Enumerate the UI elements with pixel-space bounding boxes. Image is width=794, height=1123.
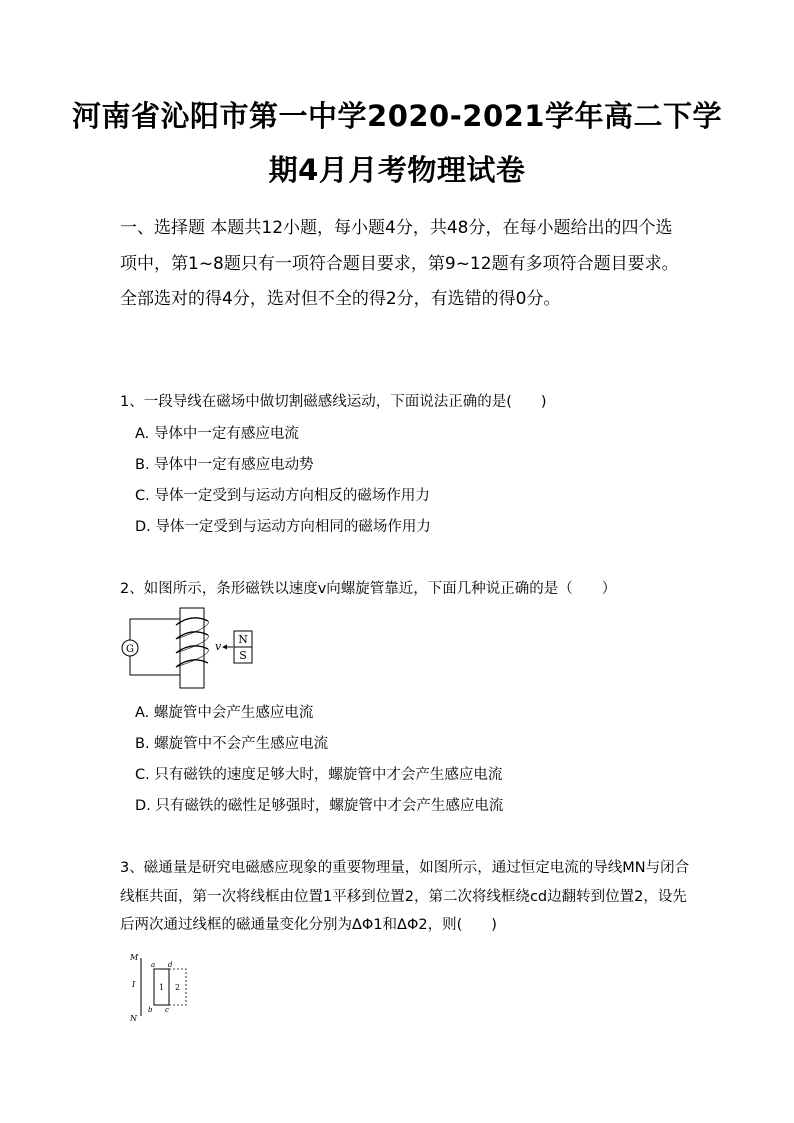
label-b: b xyxy=(148,1006,153,1014)
question-1-option-a: A. 导体中一定有感应电流 xyxy=(135,426,299,442)
question-1-stem: 1、一段导线在磁场中做切割磁感线运动，下面说法正确的是( ) xyxy=(120,394,547,410)
position-1-label: 1 xyxy=(158,983,165,992)
label-a: a xyxy=(151,961,156,969)
title-line-1: 河南省沁阳市第一中学2020-2021学年高二下学 xyxy=(72,99,722,133)
title-line-2: 期4月月考物理试卷 xyxy=(268,153,526,187)
position-2-label: 2 xyxy=(174,983,181,992)
magnet-north-label: N xyxy=(238,633,248,646)
solenoid-figure xyxy=(118,605,263,690)
label-c: c xyxy=(165,1006,169,1014)
question-1-option-b: B. 导体中一定有感应电动势 xyxy=(135,457,314,473)
label-m: M xyxy=(130,953,139,962)
galvanometer-label: G xyxy=(126,644,134,655)
label-i: I xyxy=(132,980,136,989)
question-1-option-d: D. 导体一定受到与运动方向相同的磁场作用力 xyxy=(135,519,431,535)
question-2-option-d: D. 只有磁铁的磁性足够强时，螺旋管中才会产生感应电流 xyxy=(135,798,504,814)
label-d: d xyxy=(168,961,173,969)
coil-frame-figure xyxy=(124,948,204,1028)
question-1-option-c: C. 导体一定受到与运动方向相反的磁场作用力 xyxy=(135,488,430,504)
magnet-south-label: S xyxy=(239,649,247,662)
section-intro: 一、选择题 本题共12小题，每小题4分，共48分，在每小题给出的四个选项中，第1~8题只有一项符合题目要求，第9~12题有多项符合题目要求。全部选对的得4分，选对但不全的得2分，有选错的得0分。 xyxy=(120,218,679,309)
velocity-arrowhead xyxy=(222,645,227,650)
question-2-option-c: C. 只有磁铁的速度足够大时，螺旋管中才会产生感应电流 xyxy=(135,767,503,783)
question-2-option-b: B. 螺旋管中不会产生感应电流 xyxy=(135,736,329,752)
label-n: N xyxy=(130,1014,137,1023)
question-3-stem: 3、磁通量是研究电磁感应现象的重要物理量，如图所示，通过恒定电流的导线MN与闭合线框共面，第一次将线框由位置1平移到位置2，第二次将线框绕cd边翻转到位置2，设先后两次通过线框的磁通量变化分别为ΔΦ1和ΔΦ2，则( ) xyxy=(120,860,690,933)
question-2-option-a: A. 螺旋管中会产生感应电流 xyxy=(135,705,314,721)
velocity-label: v xyxy=(215,640,222,653)
question-2-stem: 2、如图所示，条形磁铁以速度v向螺旋管靠近，下面几种说正确的是（ ） xyxy=(120,581,617,597)
